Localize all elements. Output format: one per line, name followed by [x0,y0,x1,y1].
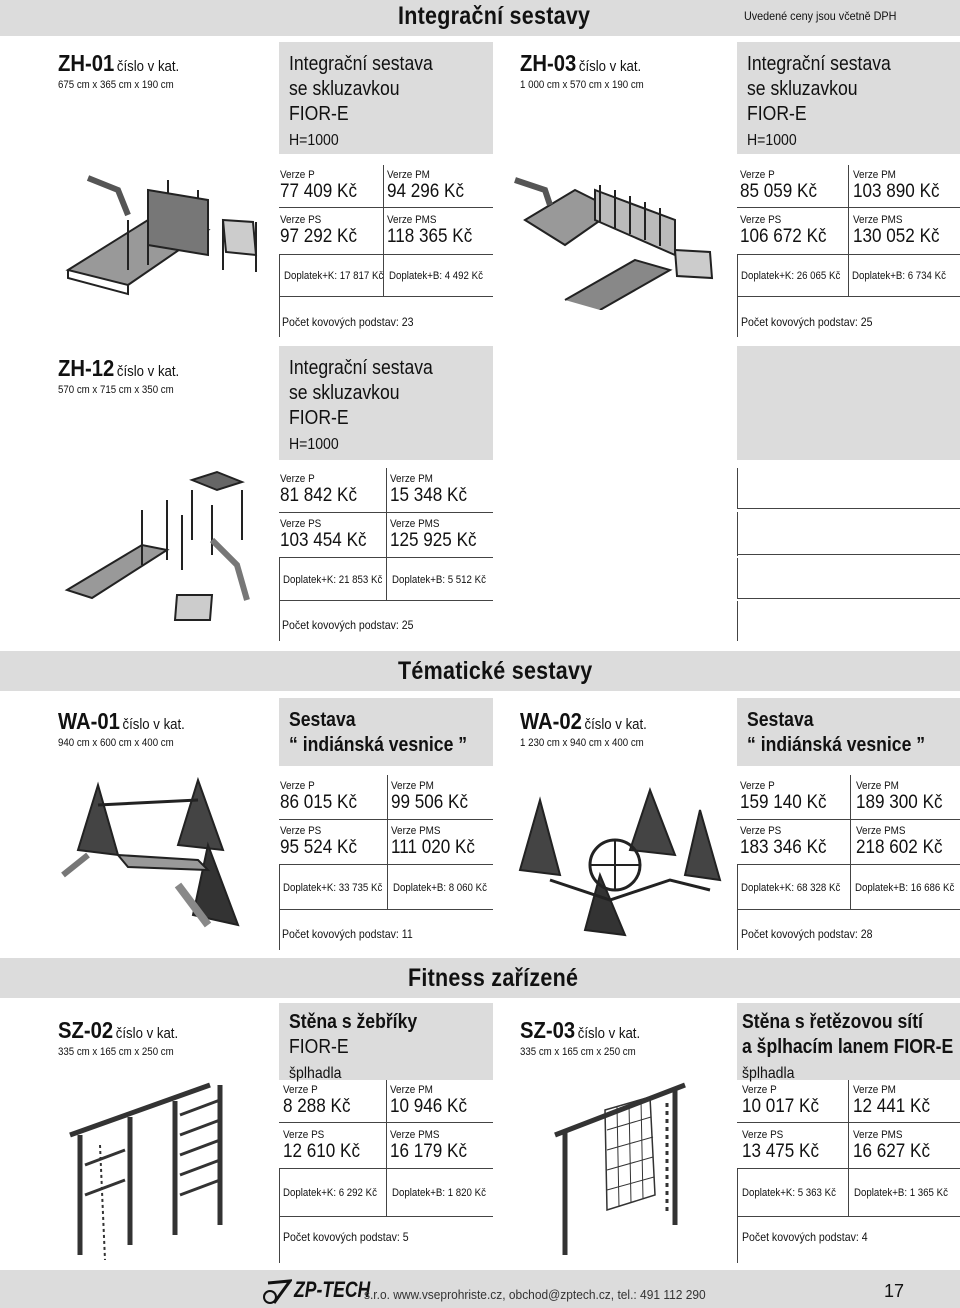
section-band-integracni [0,0,960,36]
price-value: 94 296 Kč [387,181,465,202]
price-label: Verze PMS [391,825,441,837]
price-value: 218 602 Kč [856,837,943,858]
divider [737,468,738,508]
title-line: FIOR-E [289,103,349,125]
podstav-count: Počet kovových podstav: 4 [742,1230,868,1244]
divider [737,512,738,556]
divider [386,468,387,600]
price-label: Verze PMS [856,825,906,837]
divider [737,1216,960,1217]
price-label: Verze P [280,473,315,485]
doplatek-k: Doplatek+K: 17 817 Kč [284,270,384,282]
price-label: Verze PM [853,169,896,181]
doplatek-k: Doplatek+K: 68 328 Kč [741,882,841,894]
price-value: 95 524 Kč [280,837,358,858]
title-line: Stěna s řetězovou sítí [742,1011,923,1033]
title-line: se skluzavkou [289,382,400,404]
product-title-panel [737,42,960,154]
divider [279,558,280,600]
divider [737,601,738,641]
price-label: Verze PS [740,825,782,837]
divider [737,296,960,297]
doplatek-k: Doplatek+K: 26 065 Kč [741,270,841,282]
price-value: 85 059 Kč [740,181,818,202]
title-line: FIOR-E [289,1036,349,1058]
price-label: Verze PS [280,214,322,226]
price-label: Verze P [280,780,315,792]
price-value: 16 627 Kč [853,1141,931,1162]
price-value: 10 017 Kč [742,1096,820,1117]
product-title-panel [279,346,493,460]
price-value: 97 292 Kč [280,226,358,247]
product-title-panel [737,1003,960,1080]
title-height: H=1000 [289,132,339,149]
divider [737,864,960,865]
section-title: Integrační sestavy [398,2,591,30]
divider [279,601,280,641]
doplatek-b: Doplatek+B: 16 686 Kč [855,882,955,894]
title-line: Integrační sestava [289,53,433,75]
price-value: 15 348 Kč [390,485,468,506]
playground-illustration [58,775,268,940]
divider [279,864,493,865]
product-header-wa01 [58,708,202,749]
price-label: Verze PMS [390,518,440,530]
product-title-panel [279,42,493,154]
price-label: Verze PM [856,780,899,792]
product-code: SZ-02 číslo v kat. [58,1017,179,1043]
title-line: Integrační sestava [747,53,891,75]
price-value: 10 946 Kč [390,1096,468,1117]
price-label: Verze P [740,169,775,181]
playground-illustration [58,160,268,310]
product-header-sz02 [58,1017,195,1058]
product-header-wa02 [520,708,664,749]
podstav-count: Počet kovových podstav: 25 [741,315,873,329]
title-height: H=1000 [747,132,797,149]
doplatek-k: Doplatek+K: 6 292 Kč [283,1187,377,1199]
price-label: Verze PMS [853,1129,903,1141]
price-value: 16 179 Kč [390,1141,468,1162]
price-value: 8 288 Kč [283,1096,351,1117]
price-value: 118 365 Kč [387,226,473,247]
divider [850,775,851,909]
section-band-tematicke [0,651,960,691]
divider [737,1217,738,1263]
doplatek-k: Doplatek+K: 21 853 Kč [283,574,383,586]
divider [279,600,493,601]
title-height: H=1000 [289,436,339,453]
playground-illustration [545,1075,715,1265]
price-value: 183 346 Kč [740,837,827,858]
title-sub: šplhadla [742,1065,795,1082]
price-label: Verze PMS [853,214,903,226]
divider [279,1217,280,1263]
price-value: 13 475 Kč [742,1141,820,1162]
title-quoted: “ indiánská vesnice ” [289,734,468,756]
price-value: 111 020 Kč [391,837,475,858]
doplatek-b: Doplatek+B: 6 734 Kč [852,270,946,282]
divider [279,909,493,910]
price-label: Verze PM [387,169,430,181]
price-value: 12 610 Kč [283,1141,361,1162]
playground-illustration [62,470,267,630]
divider [737,910,738,950]
product-dims: 335 cm x 165 cm x 250 cm [520,1046,636,1058]
title-line: Sestava [747,709,814,731]
title-sub: šplhadla [289,1065,342,1082]
divider [279,297,280,337]
doplatek-b: Doplatek+B: 4 492 Kč [389,270,483,282]
title-line: se skluzavkou [289,78,400,100]
product-dims: 1 000 cm x 570 cm x 190 cm [520,79,644,91]
doplatek-b: Doplatek+B: 5 512 Kč [392,574,486,586]
product-title-panel [737,698,960,766]
price-value: 86 015 Kč [280,792,358,813]
product-code: ZH-03 číslo v kat. [520,50,642,76]
divider [737,819,960,820]
price-value: 77 409 Kč [280,181,358,202]
section-title: Tématické sestavy [398,657,593,685]
price-label: Verze PS [283,1129,325,1141]
product-dims: 570 cm x 715 cm x 350 cm [58,384,174,396]
product-header-zh01 [58,50,196,91]
page-number: 17 [884,1281,905,1301]
playground-illustration [505,160,725,310]
price-value: 12 441 Kč [853,1096,931,1117]
divider [279,1169,280,1216]
divider [737,297,738,337]
price-label: Verze P [283,1084,318,1096]
podstav-count: Počet kovových podstav: 23 [282,315,414,329]
divider [279,819,493,820]
title-line: se skluzavkou [747,78,858,100]
divider [737,554,960,555]
podstav-count: Počet kovových podstav: 11 [282,927,413,941]
divider [279,254,493,255]
price-label: Verze PS [740,214,782,226]
podstav-count: Počet kovových podstav: 5 [283,1230,409,1244]
doplatek-k: Doplatek+K: 5 363 Kč [742,1187,836,1199]
divider [848,1080,849,1216]
title-line: FIOR-E [747,103,807,125]
doplatek-b: Doplatek+B: 1 820 Kč [392,1187,486,1199]
product-title-panel [279,698,493,766]
divider [737,558,738,598]
price-label: Verze PMS [387,214,437,226]
divider [848,165,849,296]
title-line: Sestava [289,709,356,731]
footer-contact: s.r.o. www.vseprohriste.cz, obchod@zptech.cz, tel.: 491 112 290 [364,1287,706,1302]
title-quoted: “ indiánská vesnice ” [747,734,926,756]
title-line: a šplhacím lanem FIOR-E [742,1036,954,1058]
price-label: Verze PM [390,473,433,485]
product-code: SZ-03 číslo v kat. [520,1017,641,1043]
product-dims: 335 cm x 165 cm x 250 cm [58,1046,174,1058]
price-label: Verze PS [280,518,322,530]
price-value: 81 842 Kč [280,485,358,506]
divider [737,1169,738,1216]
divider [737,508,960,509]
playground-illustration [60,1075,260,1265]
playground-illustration [510,780,725,940]
price-value: 106 672 Kč [740,226,827,247]
doplatek-b: Doplatek+B: 1 365 Kč [854,1187,948,1199]
title-line: Integrační sestava [289,357,433,379]
price-label: Verze PM [390,1084,433,1096]
product-dims: 1 230 cm x 940 cm x 400 cm [520,737,644,749]
podstav-count: Počet kovových podstav: 25 [282,618,414,632]
section-band-fitness [0,958,960,998]
price-value: 103 890 Kč [853,181,940,202]
price-label: Verze P [742,1084,777,1096]
product-dims: 940 cm x 600 cm x 400 cm [58,737,174,749]
divider [737,255,738,296]
price-value: 99 506 Kč [391,792,469,813]
product-code: ZH-12 číslo v kat. [58,355,180,381]
product-title-panel [279,1003,493,1080]
price-value: 125 925 Kč [390,530,477,551]
product-header-zh12 [58,355,196,396]
podstav-count: Počet kovových podstav: 28 [741,927,873,941]
title-line: FIOR-E [289,407,349,429]
divider [279,910,280,950]
divider [387,775,388,909]
divider [386,1080,387,1216]
vat-note: Uvedené ceny jsou včetně DPH [743,9,896,23]
price-label: Verze P [740,780,775,792]
doplatek-k: Doplatek+K: 33 735 Kč [283,882,383,894]
zp-tech-logo: ZP-TECH [294,1277,371,1302]
title-line: Stěna s žebříky [289,1011,418,1033]
product-code: WA-01 číslo v kat. [58,708,185,734]
product-code: WA-02 číslo v kat. [520,708,647,734]
product-header-sz03 [520,1017,657,1058]
divider [737,865,738,909]
price-value: 130 052 Kč [853,226,940,247]
price-label: Verze PS [742,1129,784,1141]
product-dims: 675 cm x 365 cm x 190 cm [58,79,174,91]
section-title: Fitness zařízené [408,964,579,992]
divider [737,598,960,599]
price-label: Verze P [280,169,315,181]
empty-panel [737,346,960,460]
zp-tech-logo-icon [260,1279,292,1305]
price-value: 159 140 Kč [740,792,827,813]
price-label: Verze PM [391,780,434,792]
price-label: Verze PS [280,825,322,837]
price-label: Verze PMS [390,1129,440,1141]
product-code: ZH-01 číslo v kat. [58,50,180,76]
divider [279,865,280,909]
price-value: 103 454 Kč [280,530,367,551]
divider [279,255,280,296]
divider [279,207,493,208]
product-header-zh03 [520,50,661,91]
doplatek-b: Doplatek+B: 8 060 Kč [393,882,487,894]
price-label: Verze PM [853,1084,896,1096]
price-value: 189 300 Kč [856,792,943,813]
divider [279,1216,493,1217]
divider [279,296,493,297]
divider [737,909,960,910]
